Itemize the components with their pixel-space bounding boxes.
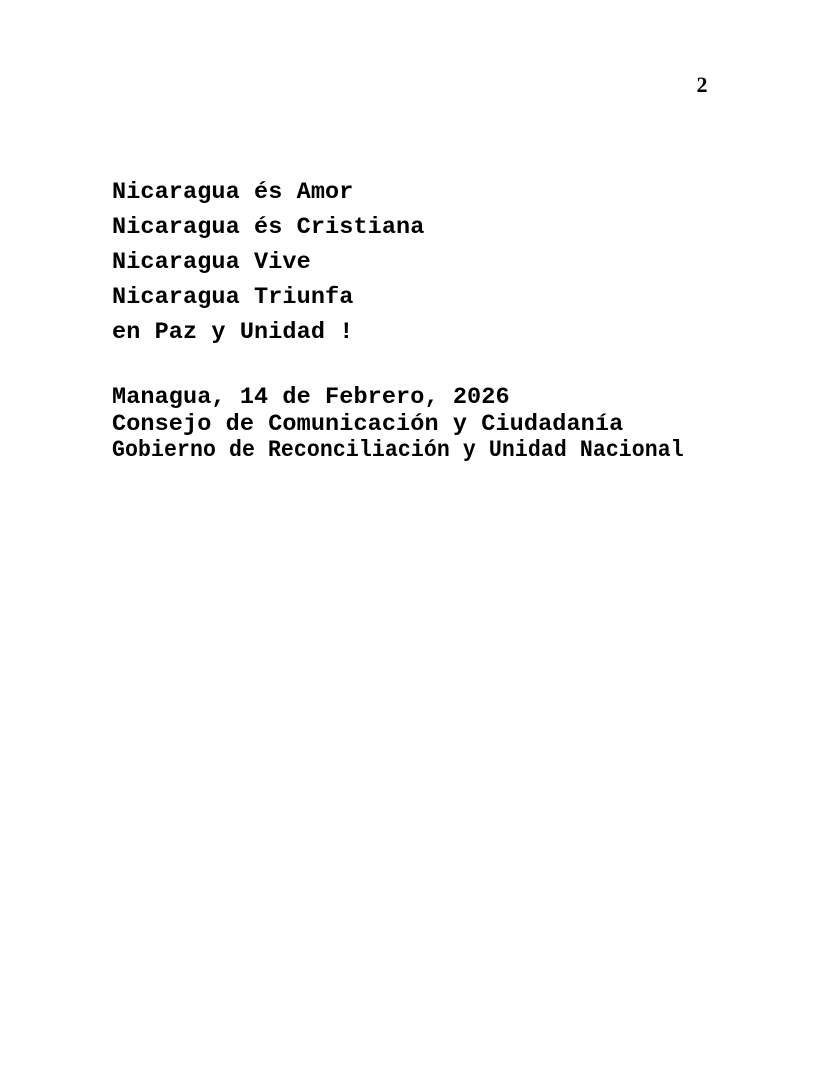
page-number: 2 [696,72,708,97]
signature-org-line-2: Gobierno de Reconciliación y Unidad Nacional [112,437,684,464]
slogan-block [112,175,424,350]
signature-dateline: Managua, 14 de Febrero, 2026 [112,384,510,411]
slogan-line-2: Nicaragua és Cristiana [112,214,425,241]
slogan-line-1: Nicaragua és Amor [112,179,354,206]
signature-org-line-1: Consejo de Comunicación y Ciudadanía [112,410,624,438]
slogan-line-4: Nicaragua Triunfa [112,284,354,311]
slogan-line-5: en Paz y Unidad ! [112,319,354,346]
signature-block [112,385,737,465]
slogan-line-3: Nicaragua Vive [112,249,311,276]
